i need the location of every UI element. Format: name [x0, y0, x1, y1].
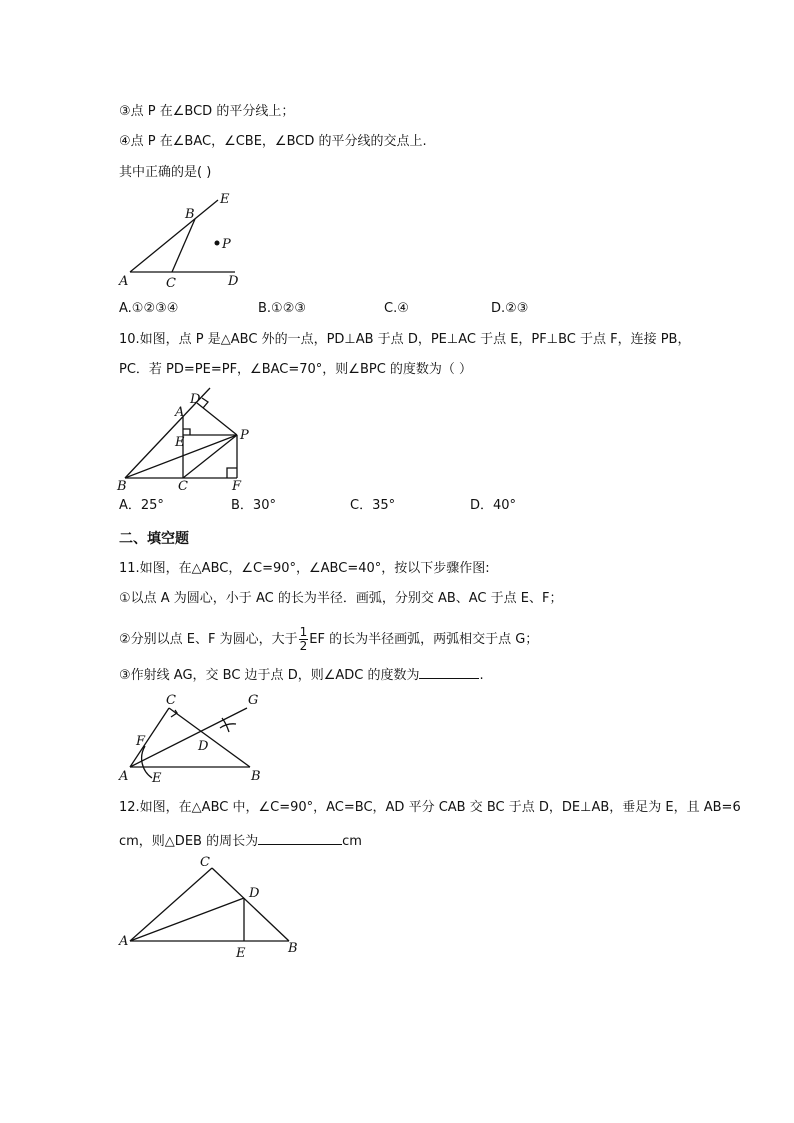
q9-point-P	[215, 241, 220, 246]
q12-segment-AD	[130, 898, 244, 941]
q12-text-before: cm，则△DEB 的周长为	[119, 834, 259, 849]
q12-segment-CB	[212, 868, 289, 941]
q12-label-A: A	[119, 934, 129, 949]
q9-label-A: A	[119, 274, 129, 289]
q12-figure	[115, 850, 315, 965]
q12-label-E: E	[236, 946, 246, 961]
q9-label-C: C	[166, 276, 176, 291]
q11-step1: ①以点 A 为圆心，小于 AC 的长为半径．画弧，分别交 AB、AC 于点 E、F；	[119, 591, 563, 606]
q10-option-d: D．40°	[470, 498, 517, 513]
q10-right-angle-D	[202, 398, 208, 408]
q11-arc-G2	[220, 724, 236, 728]
q12-label-C: C	[200, 855, 210, 870]
q11-label-B: B	[251, 769, 261, 784]
q12-label-B: B	[288, 941, 298, 956]
q11-step3-end: .	[479, 668, 484, 683]
q12-label-D: D	[249, 886, 260, 901]
q11-fraction-half	[299, 626, 309, 653]
q11-answer-blank[interactable]	[419, 664, 479, 679]
q10-label-E: E	[175, 435, 185, 450]
q11-step2-after: EF 的长为半径画弧，两弧相交于点 G；	[309, 632, 539, 647]
q9-label-D: D	[228, 274, 239, 289]
q11-segment-CB	[169, 708, 250, 767]
q9-prompt: 其中正确的是( )	[119, 165, 212, 180]
q12-text-after: cm	[342, 834, 362, 849]
q12-answer-blank[interactable]	[258, 830, 342, 845]
q11-text-line1: 11.如图，在△ABC，∠C=90°，∠ABC=40°，按以下步骤作图:	[119, 561, 490, 576]
q10-text-line2: PC．若 PD=PE=PF，∠BAC=70°，则∠BPC 的度数为（ ）	[119, 362, 473, 377]
q9-figure	[115, 188, 265, 293]
q10-label-C: C	[178, 479, 188, 494]
q9-option-b: B.①②③	[258, 301, 307, 316]
q10-option-b: B．30°	[231, 498, 276, 513]
q11-step2	[119, 626, 538, 653]
q9-option-d: D.②③	[491, 301, 529, 316]
q9-label-E: E	[220, 192, 230, 207]
q10-label-B: B	[117, 479, 127, 494]
q11-arc-A	[142, 746, 152, 778]
q10-option-a: A．25°	[119, 498, 164, 513]
q11-step3	[119, 664, 484, 685]
q10-text-line1: 10.如图，点 P 是△ABC 外的一点，PD⊥AB 于点 D，PE⊥AC 于点 E，PF⊥BC 于点 F，连接 PB，	[119, 332, 691, 347]
q10-label-A: A	[175, 405, 185, 420]
q11-label-C: C	[166, 693, 176, 708]
q10-option-c: C．35°	[350, 498, 396, 513]
q12-segment-AC	[130, 868, 212, 941]
section-title-fill-in: 二、填空题	[119, 531, 189, 547]
q10-right-angle-F	[227, 468, 237, 478]
q9-option-a: A.①②③④	[119, 301, 179, 316]
q11-fraction-denominator: 2	[299, 639, 308, 653]
q11-fraction-numerator: 1	[299, 625, 308, 639]
q9-ray-AE	[130, 200, 218, 272]
q9-label-P: P	[222, 237, 231, 252]
q11-label-F: F	[136, 734, 146, 749]
q9-option-c: C.④	[384, 301, 409, 316]
q11-step2-before: ②分别以点 E、F 为圆心，大于	[119, 632, 298, 647]
q9-segment-BC	[172, 219, 195, 272]
q10-label-F: F	[232, 479, 242, 494]
q11-label-A: A	[119, 769, 129, 784]
q11-label-G: G	[248, 693, 259, 708]
q11-figure	[115, 688, 275, 788]
q11-label-E: E	[152, 771, 162, 786]
q12-text-line1: 12.如图，在△ABC 中，∠C=90°，AC=BC，AD 平分 CAB 交 BC 于点 D，DE⊥AB，垂足为 E，且 AB=6	[119, 800, 741, 815]
q10-label-D: D	[190, 392, 201, 407]
q9-label-B: B	[185, 207, 195, 222]
q11-label-D: D	[198, 739, 209, 754]
q10-label-P: P	[240, 428, 249, 443]
q10-figure	[115, 385, 255, 495]
q10-segment-PC	[183, 435, 237, 478]
q11-step3-text: ③作射线 AG，交 BC 边于点 D，则∠ADC 的度数为	[119, 668, 420, 683]
q11-ray-AG	[130, 708, 247, 767]
q12-text-line2	[119, 830, 362, 851]
q9-statement-4: ④点 P 在∠BAC，∠CBE，∠BCD 的平分线的交点上.	[119, 134, 427, 149]
q9-statement-3: ③点 P 在∠BCD 的平分线上；	[119, 104, 295, 119]
